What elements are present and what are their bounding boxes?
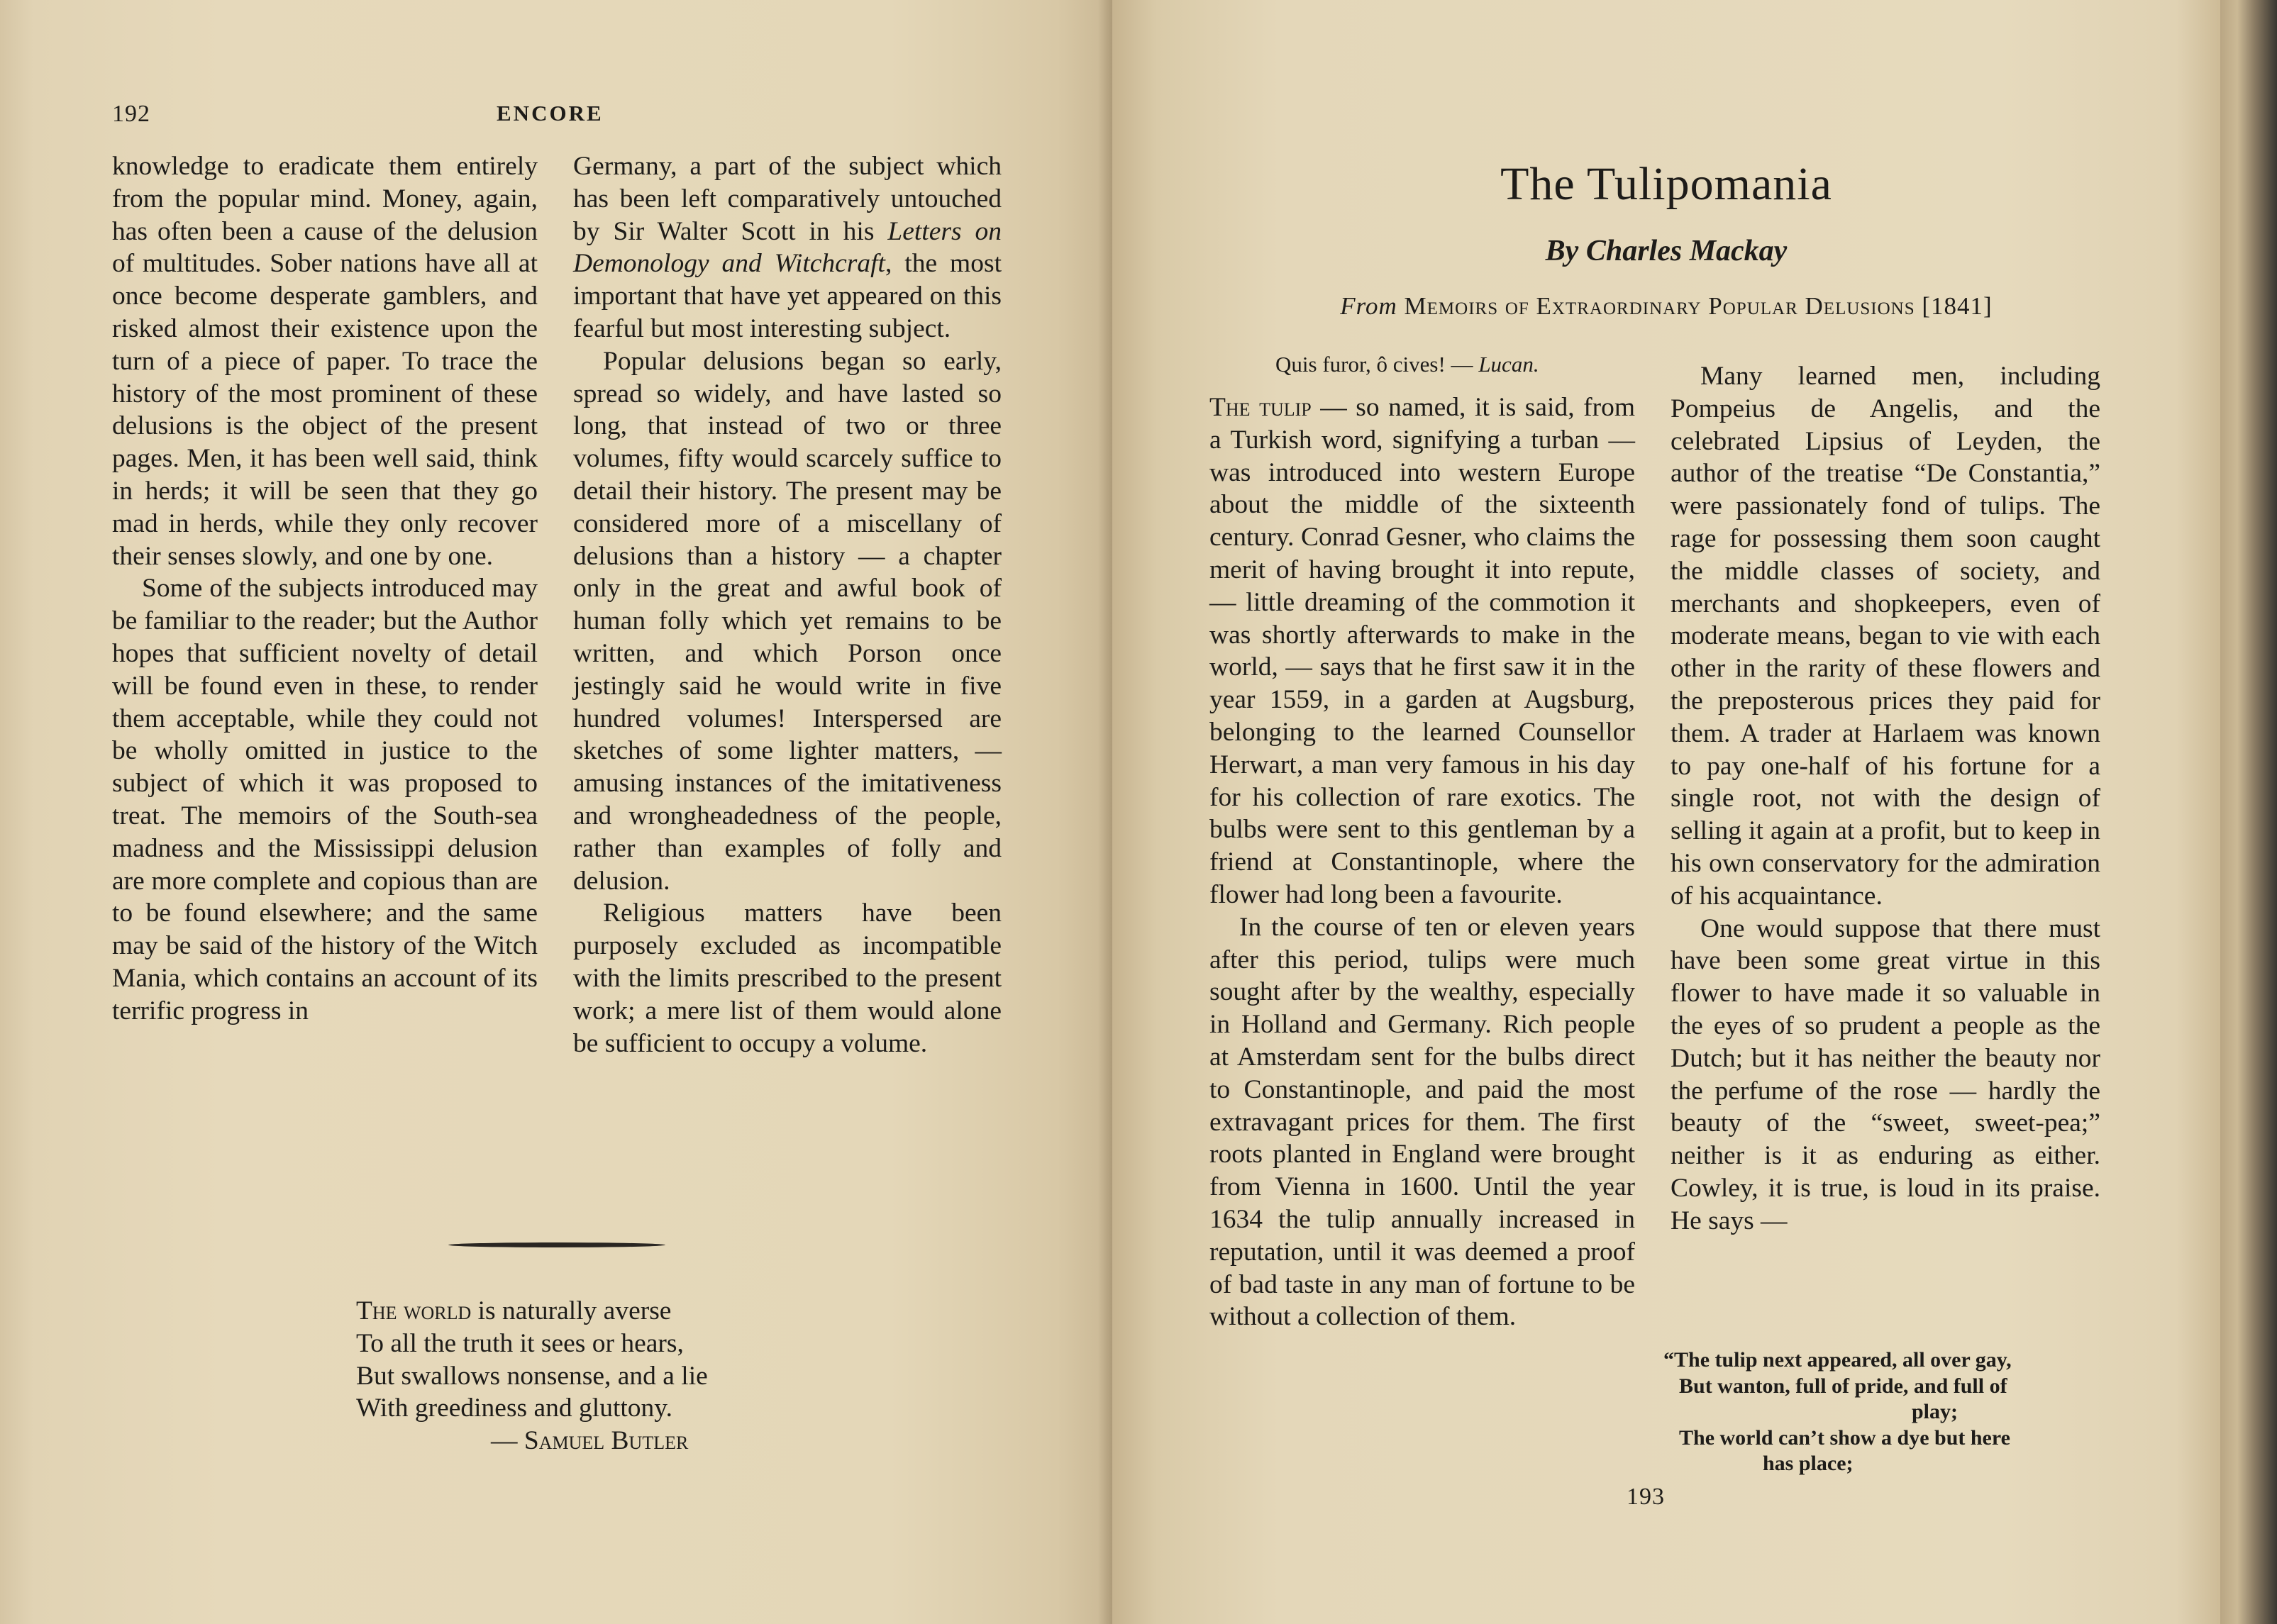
filler-poem xyxy=(356,1295,708,1457)
paragraph: Some of the subjects introduced may be familiar to the reader; but the Author hopes that sufficient novelty of detail will be found even in these, to render them acceptable, while they could not be wholly omitted in justice to the subject of which it was proposed to treat. The memoirs of the South-sea madness and the Mississippi delusion are more complete and copious than are to be found elsewhere; and the same may be said of the history of the Witch Mania, which contains an account of its terrific progress in xyxy=(112,574,538,1025)
quote-line-continuation: has place; xyxy=(1763,1452,1854,1475)
chapter-author xyxy=(1112,234,2220,268)
author-name: Charles Mackay xyxy=(1585,235,1788,267)
text-run: is naturally averse xyxy=(471,1296,672,1325)
text-run: , the most important that have yet appeared on this fearful but most interesting subject. xyxy=(573,249,1002,343)
left-page xyxy=(0,0,1112,1624)
paragraph: Popular delusions began so early, spread so widely, and have lasted so long, that instead of two or three volumes, fifty would scarcely suffice to detail their history. The present may be considered more of a miscellany of delusions than a history — a chapter only in the great and awful book of human folly which yet remains to be written, and which Porson once jestingly said he would write in five hundred volumes! Interspersed are sketches of some lighter matters, — amusing instances of the imitativeness and wrongheadedness of the people, rather than examples of folly and delusion. xyxy=(573,346,1002,896)
paragraph: Many learned men, including Pompeius de Angelis, and the celebrated Lipsius of Leyden, the author of the treatise “De Constantia,” were passionately fond of tulips. The rage for possessing them soon caught the middle classes of society, and merchants and shopkeepers, even of moderate means, began to vie with each other in the rarity of these flowers and the preposterous prices they paid for them. A trader at Harlaem was known to pay one-half of his fortune for a single root, not with the design of selling it again at a profit, but to keep in his own conservatory for the admiration of his acquaintance. xyxy=(1671,362,2100,911)
left-column-2 xyxy=(573,150,1002,1060)
paragraph xyxy=(573,150,1002,345)
left-column-1 xyxy=(112,150,538,1028)
section-divider-rule xyxy=(448,1242,665,1247)
source-year: [1841] xyxy=(1915,292,1993,320)
epigraph-text: Quis furor, ô cives! — xyxy=(1275,352,1479,377)
page-number-left: 192 xyxy=(112,101,150,127)
paragraph: In the course of ten or eleven years after this period, tulips were much sought after by the wealthy, especially in Holland and Germany. Rich people at Amsterdam sent for the bulbs direct to Constantinople, and paid the most extravagant prices for them. The first roots planted in England were brought from Vienna in 1600. Until the year 1634 the tulip annually increased in reputation, until it was deemed a proof of bad taste in any man of fortune to be without a collection of them. xyxy=(1209,912,1635,1332)
running-head-title: ENCORE xyxy=(497,101,604,126)
text-run: — so named, it is said, from a Turkish word, signifying a turban — was introduced into western Europe about the middle of the sixteenth century. Conrad Gesner, who claims the merit of having brought it into repute, — little dreaming of the commotion it was shortly afterwards to make in the world, — says that he first saw it in the year 1559, in a garden at Augsburg, belonging to the learned Counsellor Herwart, a man very famous in his day for his collection of rare exotics. The bulbs were sent to this gentleman by a friend at Constantinople, where the flower had long been a favourite. xyxy=(1209,393,1635,909)
opening-smallcaps: The tulip xyxy=(1209,393,1312,422)
right-page xyxy=(1112,0,2220,1624)
paragraph: One would suppose that there must have been some great virtue in this flower to have made it so valuable in the eyes of so prudent a people as the Dutch; but it has neither the beauty nor the perfume of the rose — hardly the beauty of the “sweet, sweet-pea;” neither is it as enduring as either. Cowley, it is true, is loud in its praise. He says — xyxy=(1671,913,2100,1235)
quote-line-continuation: play; xyxy=(1912,1400,1959,1423)
epigraph-source: Lucan. xyxy=(1478,352,1539,377)
poem-author: Samuel Butler xyxy=(523,1426,689,1456)
poem-line: With greediness and gluttony. xyxy=(356,1394,672,1423)
quote-line: But wanton, full of pride, and full of xyxy=(1679,1374,2007,1398)
source-title: Memoirs of Extraordinary Popular Delusions xyxy=(1397,292,1915,320)
text-run: By xyxy=(1545,235,1586,267)
right-column-1 xyxy=(1209,391,1635,1333)
chapter-title: The Tulipomania xyxy=(1500,158,1832,210)
poem-line: But swallows nonsense, and a lie xyxy=(356,1361,708,1391)
poem-attribution xyxy=(356,1425,708,1457)
quote-line: The world can’t show a dye but here xyxy=(1679,1425,2010,1450)
paragraph: knowledge to eradicate them entirely from the popular mind. Money, again, has often been a cause of the delusion of multitudes. Sober nations have all at once become desperate gamblers, and risked almost their existence upon the turn of a piece of paper. To trace the history of the most prominent of these delusions is the object of the present pages. Men, it has been well said, think in herds; it will be seen that they go mad in herds, while they only recover their senses slowly, and one by one. xyxy=(112,152,538,571)
poem-line: To all the truth it sees or hears, xyxy=(356,1328,684,1358)
source-from: From xyxy=(1340,292,1397,320)
page-stack-edge xyxy=(2220,0,2277,1624)
poem-line xyxy=(356,1295,708,1328)
paragraph xyxy=(1209,391,1635,911)
page-number-right: 193 xyxy=(1627,1484,1665,1510)
poem-opening-smallcaps: The world xyxy=(356,1296,472,1325)
chapter-source xyxy=(1112,292,2220,321)
text-run: Germany, a part of the subject which has been left comparatively untouched by Sir Walter Scott in his xyxy=(573,152,1002,246)
paragraph: Religious matters have been purposely excluded as incompatible with the limits prescribed to the present work; a mere list of them would alone be sufficient to occupy a volume. xyxy=(573,899,1002,1058)
epigraph xyxy=(1275,352,1539,377)
quote-line: “The tulip next appeared, all over gay, xyxy=(1663,1348,2012,1372)
text-run: — xyxy=(491,1426,524,1456)
verse-quotation xyxy=(1663,1347,2093,1477)
book-title-italic: Letters on Demonology and Witchcraft xyxy=(573,216,1002,279)
right-column-2 xyxy=(1671,360,2100,1238)
